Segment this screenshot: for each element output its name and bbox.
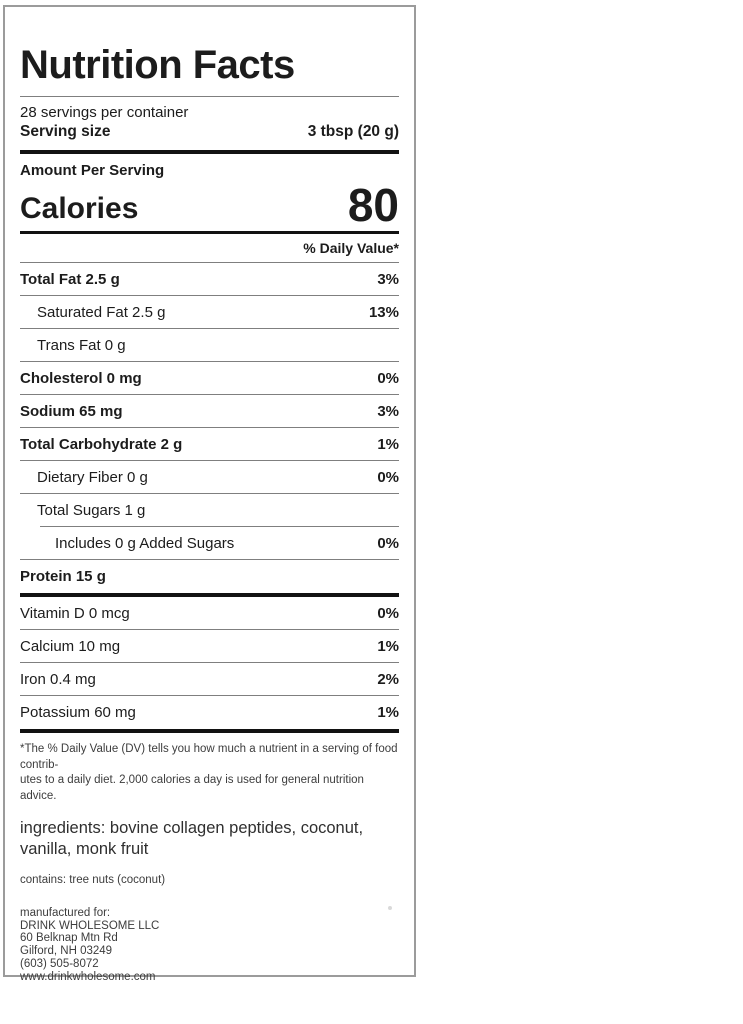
nutrient-dv: 0% — [377, 468, 399, 486]
serving-size-label: Serving size — [20, 123, 111, 140]
serving-size-row — [20, 123, 399, 141]
nutrient-name: Includes 0 g Added Sugars — [55, 534, 235, 552]
serving-size-value: 3 tbsp (20 g) — [307, 123, 399, 140]
nutrient-name: Total Sugars 1 g — [37, 502, 146, 519]
manufacturer-line: Gilford, NH 03249 — [20, 945, 113, 958]
nutrient-dv: 1% — [377, 704, 399, 721]
micro-row-potassium — [20, 696, 399, 729]
nutrient-name: Saturated Fat 2.5 g — [37, 303, 166, 321]
nutrient-name: Calcium 10 mg — [20, 637, 121, 655]
nutrient-row-protein — [20, 560, 399, 593]
nutrient-row-saturated-fat — [20, 296, 399, 329]
nutrient-name: Vitamin D 0 mcg — [20, 604, 130, 622]
nutrient-dv: 2% — [377, 670, 399, 688]
calories-value: 80 — [347, 179, 399, 231]
manufacturer-line: 60 Belknap Mtn Rd — [20, 932, 118, 945]
nutrient-dv: 3% — [377, 270, 399, 288]
ingredients-line: ingredients: bovine collagen peptides, coconut, — [20, 819, 364, 837]
ingredients-line: vanilla, monk fruit — [20, 840, 149, 858]
daily-value-header: % Daily Value* — [20, 234, 399, 263]
ingredients-text — [20, 818, 399, 860]
nutrient-name: Trans Fat 0 g — [37, 336, 126, 354]
footnote-line: utes to a daily diet. 2,000 calories a day is used for general nutrition advice. — [20, 774, 364, 802]
print-speck-artifact — [388, 906, 392, 910]
calories-row — [20, 179, 399, 231]
allergen-statement: contains: tree nuts (coconut) — [20, 874, 166, 886]
footnote-line: *The % Daily Value (DV) tells you how much a nutrient in a serving of food contrib- — [20, 743, 398, 771]
nutrient-name: Total Fat 2.5 g — [20, 270, 120, 288]
micro-row-vitamin-d — [20, 597, 399, 630]
thick-divider — [20, 729, 399, 733]
nutrient-row-total-carbohydrate — [20, 428, 399, 461]
nutrient-row-total-sugars — [20, 494, 399, 527]
nutrient-dv: 0% — [377, 604, 399, 622]
label-title: Nutrition Facts — [20, 43, 295, 87]
micro-row-iron — [20, 663, 399, 696]
daily-value-footnote — [20, 742, 399, 804]
nutrient-name: Protein 15 g — [20, 568, 106, 585]
nutrient-row-sodium — [20, 395, 399, 428]
nutrient-name: Dietary Fiber 0 g — [37, 468, 148, 486]
manufacturer-line: www.drinkwholesome.com — [20, 970, 156, 983]
nutrient-dv: 1% — [377, 637, 399, 655]
nutrient-row-cholesterol — [20, 362, 399, 395]
nutrient-name: Total Carbohydrate 2 g — [20, 435, 183, 453]
amount-per-serving: Amount Per Serving — [20, 162, 165, 179]
nutrient-row-trans-fat — [20, 329, 399, 362]
nutrient-row-total-fat — [20, 263, 399, 296]
nutrient-dv: 1% — [377, 435, 399, 453]
nutrient-name: Potassium 60 mg — [20, 704, 136, 721]
manufacturer-block — [20, 907, 399, 983]
servings-per-container: 28 servings per container — [20, 104, 189, 121]
nutrient-name: Sodium 65 mg — [20, 402, 123, 420]
manufacturer-line: (603) 505-8072 — [20, 957, 99, 970]
nutrition-facts-label — [3, 5, 416, 983]
nutrient-dv: 13% — [368, 303, 399, 321]
nutrient-row-added-sugars — [20, 527, 399, 560]
thick-divider — [20, 150, 399, 154]
manufacturer-line: DRINK WHOLESOME LLC — [20, 919, 160, 932]
nutrient-name: Iron 0.4 mg — [20, 670, 96, 688]
nutrient-dv: 0% — [377, 369, 399, 387]
micro-row-calcium — [20, 630, 399, 663]
manufacturer-line: manufactured for: — [20, 907, 111, 919]
divider — [20, 96, 399, 97]
calories-label: Calories — [20, 192, 139, 225]
nutrient-row-dietary-fiber — [20, 461, 399, 494]
nutrient-dv: 3% — [377, 402, 399, 420]
nutrient-name: Cholesterol 0 mg — [20, 369, 142, 387]
nutrient-dv: 0% — [377, 534, 399, 552]
